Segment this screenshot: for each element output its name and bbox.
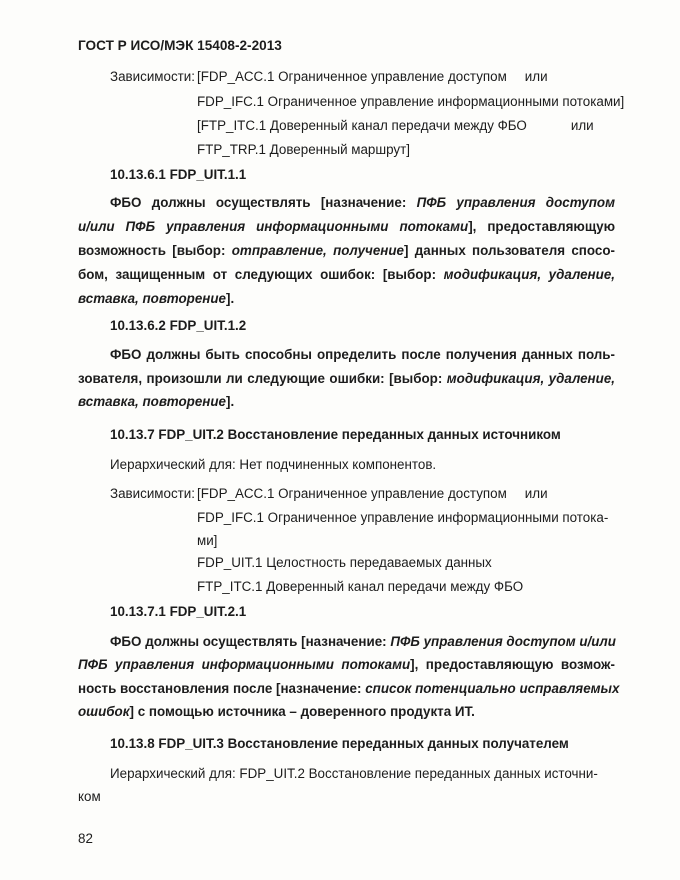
dependencies-label: Зависимости: — [110, 486, 195, 501]
paragraph-line: вставка, повторение]. — [78, 394, 235, 409]
section-heading: 10.13.8 FDP_UIT.3 Восстановление переданных данных получателем — [110, 736, 569, 751]
dependency-item: FDP_UIT.1 Целостность передаваемых данных — [197, 555, 492, 570]
hierarchical-line: Иерархический для: FDP_UIT.2 Восстановление переданных данных источни- — [110, 766, 598, 781]
paragraph-line: ФБО должны быть способны определить после получения данных поль- — [110, 347, 615, 362]
document-header: ГОСТ Р ИСО/МЭК 15408-2-2013 — [78, 38, 282, 53]
paragraph-line: ность восстановления после [назначение: список потенциально исправляемых — [78, 681, 620, 696]
dependency-item: FDP_IFC.1 Ограниченное управление информационными потоками] — [197, 94, 625, 109]
paragraph-line: вставка, повторение]. — [78, 291, 235, 306]
dependency-item: FTP_TRP.1 Доверенный маршрут] — [197, 142, 410, 157]
page-number: 82 — [78, 831, 93, 846]
dependency-item: FDP_IFC.1 Ограниченное управление информационными потока- — [197, 510, 609, 525]
paragraph-line: ошибок] с помощью источника – доверенного продукта ИТ. — [78, 704, 475, 719]
dependencies-label: Зависимости: — [110, 69, 195, 84]
paragraph-line: ФБО должны осуществлять [назначение: ПФБ управления доступом и/или — [110, 634, 616, 649]
dependency-item: ми] — [197, 533, 218, 548]
dependency-item: [FTP_ITC.1 Доверенный канал передачи между ФБО или — [197, 118, 594, 133]
section-heading: 10.13.7 FDP_UIT.2 Восстановление переданных данных источником — [110, 427, 561, 442]
hierarchical-line: Иерархический для: Нет подчиненных компонентов. — [110, 457, 437, 472]
paragraph-line: зователя, произошли ли следующие ошибки: [выбор: модификация, удаление, — [78, 371, 615, 386]
hierarchical-line: ком — [78, 789, 101, 804]
paragraph-line: возможность [выбор: отправление, получение] данных пользователя спосо- — [78, 243, 615, 258]
paragraph-line: и/или ПФБ управления информационными потоками], предоставляющую — [78, 219, 616, 234]
dependency-item: [FDP_ACC.1 Ограниченное управление доступом или — [197, 486, 548, 501]
dependency-item: [FDP_ACC.1 Ограниченное управление доступом или — [197, 69, 548, 84]
paragraph-line: ПФБ управления информационными потоками], предоставляющую возмож- — [78, 657, 615, 672]
paragraph-line: ФБО должны осуществлять [назначение: ПФБ управления доступом — [110, 195, 615, 210]
dependency-item: FTP_ITC.1 Доверенный канал передачи между ФБО — [197, 579, 524, 594]
section-heading: 10.13.6.2 FDP_UIT.1.2 — [110, 318, 247, 333]
section-heading: 10.13.7.1 FDP_UIT.2.1 — [110, 604, 247, 619]
paragraph-line: бом, защищенным от следующих ошибок: [выбор: модификация, удаление, — [78, 267, 615, 282]
section-heading: 10.13.6.1 FDP_UIT.1.1 — [110, 167, 247, 182]
